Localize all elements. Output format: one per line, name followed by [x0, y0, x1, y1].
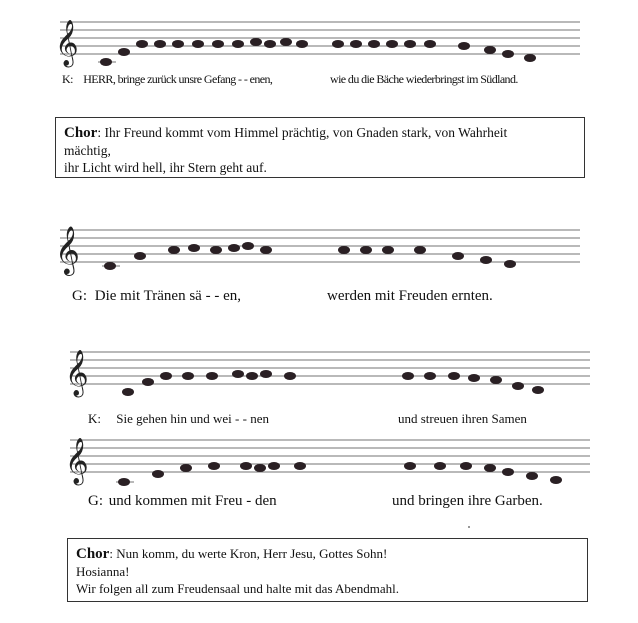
lyric-text: Die mit Tränen sä - - en, [94, 288, 241, 304]
lyric-text: wie du die Bäche wiederbringst im Südland. [330, 72, 518, 86]
speaker-label: G: [72, 288, 87, 304]
staff-2 [0, 200, 638, 280]
chorus-line-2: mächtig, [64, 143, 111, 158]
treble-clef-icon: 𝄞 [55, 225, 80, 274]
staff-4 [0, 428, 638, 498]
chorus-line-1: Chor: Nun komm, du werte Kron, Herr Jesu, Gottes Sohn! [76, 546, 388, 562]
chorus-line-1: Chor: Ihr Freund kommt vom Himmel prächtig, von Gnaden stark, von Wahrheit [64, 125, 508, 141]
lyrics-line-4 [88, 493, 277, 510]
chorus-line-3: ihr Licht wird hell, ihr Stern geht auf. [64, 160, 267, 175]
chorus-line-3: Wir folgen all zum Freudensaal und halte mit das Abendmahl. [76, 581, 399, 596]
chorus-label: Chor [64, 125, 98, 141]
speaker-label: G: [88, 493, 103, 509]
lyric-text: werden mit Freuden ernten. [327, 288, 493, 304]
lyric-text: Sie gehen hin und wei - - nen [116, 411, 269, 426]
notes-staff-4 [116, 462, 562, 486]
chorus-box-2 [67, 538, 588, 602]
lyrics-line-1b [330, 72, 518, 87]
chorus-line-2: Hosianna! [76, 564, 130, 579]
lyric-text: und bringen ihre Garben. [392, 493, 543, 509]
chorus-box-1 [55, 117, 585, 178]
lyric-text: und streuen ihren Samen [398, 411, 527, 426]
treble-clef-icon: 𝄞 [65, 438, 89, 484]
staff-3 [0, 336, 638, 406]
speck [468, 526, 470, 528]
lyrics-line-3 [88, 411, 269, 427]
lyrics-line-3b [398, 411, 527, 427]
lyrics-line-4b [392, 493, 543, 510]
treble-clef-icon: 𝄞 [65, 350, 89, 396]
lyrics-line-2 [72, 288, 241, 305]
lyrics-line-2b [327, 288, 493, 305]
speaker-label: K: [88, 411, 101, 426]
notes-staff-1 [98, 38, 536, 66]
lyric-text: und kommen mit Freu - den [108, 493, 277, 509]
lyrics-line-1 [62, 72, 272, 87]
lyric-text: HERR, bringe zurück unsre Gefang - - enen, [83, 72, 273, 86]
speaker-label: K: [62, 72, 73, 86]
chorus-label: Chor [76, 546, 110, 562]
staff-1 [0, 8, 638, 68]
notes-staff-3 [122, 370, 544, 396]
treble-clef-icon: 𝄞 [55, 20, 79, 66]
